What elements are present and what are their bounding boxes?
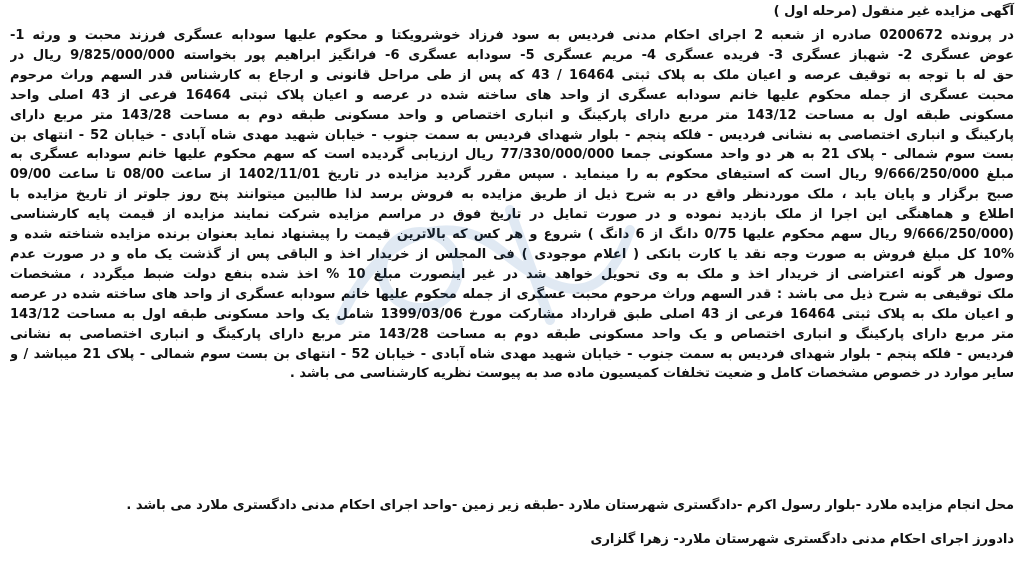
notice-line: صبح برگزار و پایان یابد ، ملک موردنظر واقع در به شرح ذیل از طریق مزایده به فروش برسد لذا طالبین میتوانند پنج روز جلوتر از تاریخ مزایده با bbox=[10, 187, 1014, 203]
notice-line: مبلغ 9/666/250/000 ریال است که استیفای محکوم به را مینماید . سپس مقرر گردید مزایده در تاریخ 1402/11/01 از ساعت 08/00 تا ساعت 09/00 bbox=[10, 167, 1014, 183]
notice-line: متر مربع دارای پارکینگ و انباری اختصاص و یک واحد مسکونی طبقه دوم به مساحت 143/28 متر مربع دارای پارکینگ و انباری اختصاصی به نشانی bbox=[10, 326, 1014, 342]
notice-line: حق له با توجه به توقیف عرصه و اعیان ملک به پلاک ثبتی 16464 / 43 که پس از طی مراحل قانونی و ارجاع به کارشناس قدر السهم وراث مرحوم bbox=[10, 67, 1014, 83]
notice-line: مسکونی طبقه اول به مساحت 143/12 متر مربع دارای پارکینگ و انباری اختصاص و واحد مسکونی طبقه دوم به مساحت 143/28 متر مربع دارای bbox=[10, 107, 1014, 123]
notice-body bbox=[10, 26, 1014, 384]
notice-line: در پرونده 0200672 صادره از شعبه 2 اجرای احکام مدنی فردیس به سود فرزاد خوشرویکتا و محکوم علیها سودابه عسگری فرزند محبت و ورثه 1- bbox=[10, 28, 1014, 43]
auction-location: محل انجام مزایده ملارد -بلوار رسول اکرم -دادگستری شهرستان ملارد -طبقه زیر زمین -واحد اجرای احکام مدنی دادگستری ملارد می باشد . bbox=[126, 498, 1014, 513]
notice-title: آگهی مزایده غیر منقول (مرحله اول ) bbox=[773, 4, 1014, 19]
notice-line: وصول هر گونه اعتراضی از خریدار اخذ و ملک به وی تحویل خواهد شد در غیر اینصورت مبلغ 10 % اخذ شده بنفع دولت ضبط میگردد ، مشخصات bbox=[10, 266, 1014, 282]
notice-line: ملک توقیفی به شرح ذیل می باشد : قدر السهم وراث مرحوم محبت عسگری از جمله محکوم علیها خانم سودابه عسگری از واحد های ساخته شده در عرصه bbox=[10, 286, 1014, 302]
notice-line: (9/666/250/000 ریال سهم محکوم علیها 0/75 دانگ از 6 دانگ ) شروع و هر کس که بالاترین قیمت را پیشنهاد نماید بعنوان برنده مزایده شناخته شده و bbox=[10, 227, 1014, 243]
officer-signature: دادورز اجرای احکام مدنی دادگستری شهرستان ملارد- زهرا گلزاری bbox=[590, 532, 1014, 547]
notice-line: بست سوم شمالی - پلاک 21 به هر دو واحد مسکونی جمعا 77/330/000/000 ریال ارزیابی گردیده است که سهم محکوم علیها خانم سودابه عسگری به bbox=[10, 147, 1014, 163]
notice-line: فردیس - فلکه پنجم - بلوار شهدای فردیس به سمت جنوب - خیابان شهید مهدی شاه آبادی - خیابان 52 - انتهای بن بست سوم شمالی - پلاک 21 میباشد / و bbox=[10, 346, 1014, 362]
notice-line: پارکینگ و انباری اختصاصی به نشانی فردیس - فلکه پنجم - بلوار شهدای فردیس به سمت جنوب - خیابان شهید مهدی شاه آبادی - خیابان 52 - انتهای بن bbox=[10, 127, 1014, 143]
notice-line: 10% کل مبلغ فروش به صورت وجه نقد یا کارت بانکی ( اعلام موجودی ) فی المجلس از خریدار اخذ و الباقی پس از گذشت یک ماه و در صورت عدم bbox=[10, 246, 1014, 262]
notice-line: اطلاع و هماهنگی این اجرا از ملک بازدید نموده و در صورت تمایل در تاریخ فوق در مراسم مزایده شرکت نمایند مزایده از قیمت پایه کارشناسی bbox=[10, 207, 1014, 223]
notice-line: سایر موارد در خصوص مشخصات کامل و ضعیت تخلفات کمیسیون ماده صد به پیوست نظریه کارشناسی می باشد . bbox=[289, 366, 1014, 382]
notice-line: عوض عسگری 2- شهباز عسگری 3- فریده عسگری 4- مریم عسگری 5- سودابه عسگری 6- فرانگیز ابراهیم پور بخواسته 9/825/000/000 ریال در bbox=[10, 47, 1014, 63]
notice-line: محبت عسگری از جمله محکوم علیها خانم سودابه عسگری از واحد های ساخته شده در عرصه و اعیان پلاک ثبتی 16464 فرعی از 43 اصلی واحد bbox=[10, 87, 1014, 103]
notice-line: و اعیان ملک به پلاک ثبتی 16464 فرعی از 43 اصلی طبق قرارداد مشارکت مورخ 1399/03/06 شامل یک واحد مسکونی طبقه اول به مساحت 143/12 bbox=[10, 306, 1014, 322]
